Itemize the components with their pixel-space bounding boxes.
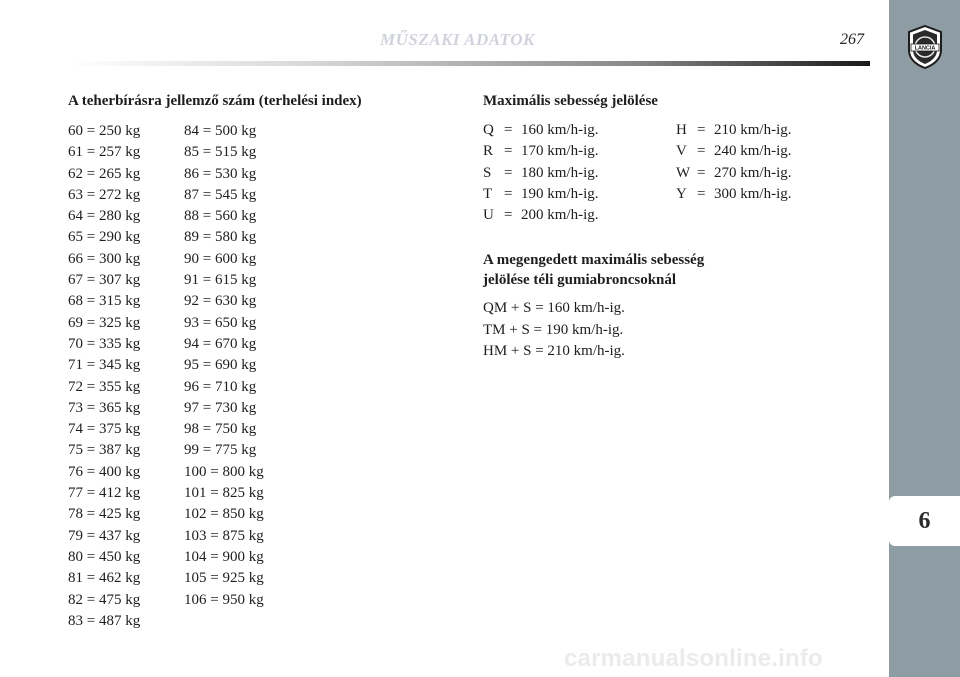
speed-eq-cell: = — [697, 122, 706, 138]
load-index-item: 62 = 265 kg — [68, 165, 141, 182]
speed-index-row — [483, 184, 869, 205]
load-index-item: 64 = 280 kg — [68, 208, 141, 225]
page-number: 267 — [840, 31, 864, 48]
load-index-item: 70 = 335 kg — [68, 335, 141, 352]
winter-heading — [483, 250, 704, 290]
speed-code-cell: U — [483, 207, 494, 224]
load-index-item: 82 = 475 kg — [68, 591, 141, 608]
load-index-item: 84 = 500 kg — [184, 123, 257, 139]
speed-value-cell — [714, 205, 869, 226]
speed-index-heading: Maximális sebesség jelölése — [483, 93, 658, 109]
speed-value-cell: 180 km/h-ig. — [521, 164, 599, 181]
load-index-item: 94 = 670 kg — [184, 335, 257, 352]
svg-text:LANCIA: LANCIA — [914, 45, 936, 52]
section-title: MŰSZAKI ADATOK — [380, 30, 535, 49]
speed-index-table — [483, 120, 869, 226]
load-index-item: 60 = 250 kg — [68, 123, 141, 139]
load-index-item: 66 = 300 kg — [68, 250, 141, 267]
speed-index-row — [483, 163, 869, 184]
load-index-item: 100 = 800 kg — [184, 463, 264, 480]
speed-value-cell: 210 km/h-ig. — [714, 122, 792, 138]
load-index-item: 102 = 850 kg — [184, 506, 264, 523]
speed-code-cell: Q — [483, 122, 494, 138]
winter-heading-line-1: A megengedett maximális sebesség — [483, 252, 705, 268]
load-index-item: 85 = 515 kg — [184, 144, 257, 161]
load-index-item: 72 = 355 kg — [68, 378, 141, 395]
speed-index-row — [483, 141, 869, 162]
load-index-item: 78 = 425 kg — [68, 506, 141, 523]
load-index-heading: A teherbírásra jellemző szám (terhelési index) — [68, 93, 362, 109]
load-index-column-1 — [68, 121, 140, 632]
speed-index-row — [483, 120, 869, 141]
load-index-item: 63 = 272 kg — [68, 186, 141, 203]
load-index-item: 106 = 950 kg — [184, 591, 264, 608]
chapter-tab[interactable]: 6 — [889, 496, 960, 546]
load-index-item: 76 = 400 kg — [68, 463, 141, 480]
load-index-column-2 — [184, 121, 264, 611]
load-index-item: 96 = 710 kg — [184, 378, 257, 395]
load-index-item: 89 = 580 kg — [184, 229, 257, 246]
speed-value-cell: 240 km/h-ig. — [714, 143, 792, 160]
speed-code-cell: H — [676, 122, 687, 138]
speed-value-cell: 300 km/h-ig. — [714, 185, 792, 202]
speed-code-cell: Y — [676, 185, 687, 202]
load-index-item: 98 = 750 kg — [184, 421, 257, 438]
lancia-logo-icon — [906, 24, 944, 70]
header-rule — [68, 61, 870, 66]
winter-speed-item: QM + S = 160 km/h-ig. — [483, 300, 625, 316]
speed-value-cell: 270 km/h-ig. — [714, 164, 792, 181]
speed-eq-cell: = — [697, 185, 706, 202]
load-index-item: 74 = 375 kg — [68, 421, 141, 438]
speed-eq-cell: = — [504, 122, 513, 138]
load-index-item: 86 = 530 kg — [184, 165, 257, 182]
speed-value-cell: 160 km/h-ig. — [521, 122, 599, 138]
chapter-sidebar — [889, 0, 960, 677]
speed-eq-cell: = — [697, 143, 706, 160]
watermark: carmanualsonline.info — [564, 645, 823, 672]
load-index-item: 99 = 775 kg — [184, 442, 257, 459]
speed-eq-cell: = — [697, 164, 706, 181]
load-index-item: 97 = 730 kg — [184, 399, 257, 416]
speed-eq-cell: = — [504, 164, 513, 181]
load-index-item: 69 = 325 kg — [68, 314, 141, 331]
load-index-item: 80 = 450 kg — [68, 548, 141, 565]
load-index-item: 95 = 690 kg — [184, 357, 257, 374]
speed-code-cell — [676, 205, 697, 226]
speed-eq-cell: = — [504, 185, 513, 202]
speed-eq-cell: = — [504, 207, 513, 224]
winter-speed-item: TM + S = 190 km/h-ig. — [483, 321, 624, 338]
winter-speed-list — [483, 298, 625, 363]
speed-code-cell: R — [483, 143, 494, 160]
load-index-item: 101 = 825 kg — [184, 485, 264, 502]
load-index-item: 75 = 387 kg — [68, 442, 141, 459]
speed-index-row — [483, 205, 869, 226]
load-index-item: 83 = 487 kg — [68, 612, 141, 629]
speed-eq-cell: = — [504, 143, 513, 160]
load-index-item: 68 = 315 kg — [68, 293, 141, 310]
load-index-item: 79 = 437 kg — [68, 527, 141, 544]
speed-code-cell: T — [483, 185, 493, 202]
load-index-item: 81 = 462 kg — [68, 570, 141, 587]
load-index-item: 92 = 630 kg — [184, 293, 257, 310]
load-index-item: 77 = 412 kg — [68, 485, 141, 502]
speed-code-cell: S — [483, 164, 492, 181]
winter-speed-item: HM + S = 210 km/h-ig. — [483, 343, 625, 359]
load-index-item: 71 = 345 kg — [68, 357, 141, 374]
speed-value-cell: 190 km/h-ig. — [521, 185, 599, 202]
speed-value-cell: 170 km/h-ig. — [521, 143, 599, 160]
load-index-item: 93 = 650 kg — [184, 314, 257, 331]
load-index-item: 88 = 560 kg — [184, 208, 257, 225]
winter-heading-line-2: jelölése téli gumiabroncsoknál — [483, 272, 677, 288]
load-index-item: 103 = 875 kg — [184, 527, 264, 544]
load-index-item: 90 = 600 kg — [184, 250, 257, 267]
load-index-item: 91 = 615 kg — [184, 272, 257, 289]
load-index-item: 65 = 290 kg — [68, 229, 141, 246]
load-index-item: 73 = 365 kg — [68, 399, 141, 416]
load-index-item: 104 = 900 kg — [184, 548, 264, 565]
load-index-item: 105 = 925 kg — [184, 570, 264, 587]
speed-eq-cell — [697, 205, 714, 226]
load-index-item: 61 = 257 kg — [68, 144, 141, 161]
load-index-item: 67 = 307 kg — [68, 272, 141, 289]
speed-code-cell: W — [676, 164, 691, 181]
speed-code-cell: V — [676, 143, 687, 160]
load-index-item: 87 = 545 kg — [184, 186, 257, 203]
speed-value-cell: 200 km/h-ig. — [521, 207, 599, 224]
